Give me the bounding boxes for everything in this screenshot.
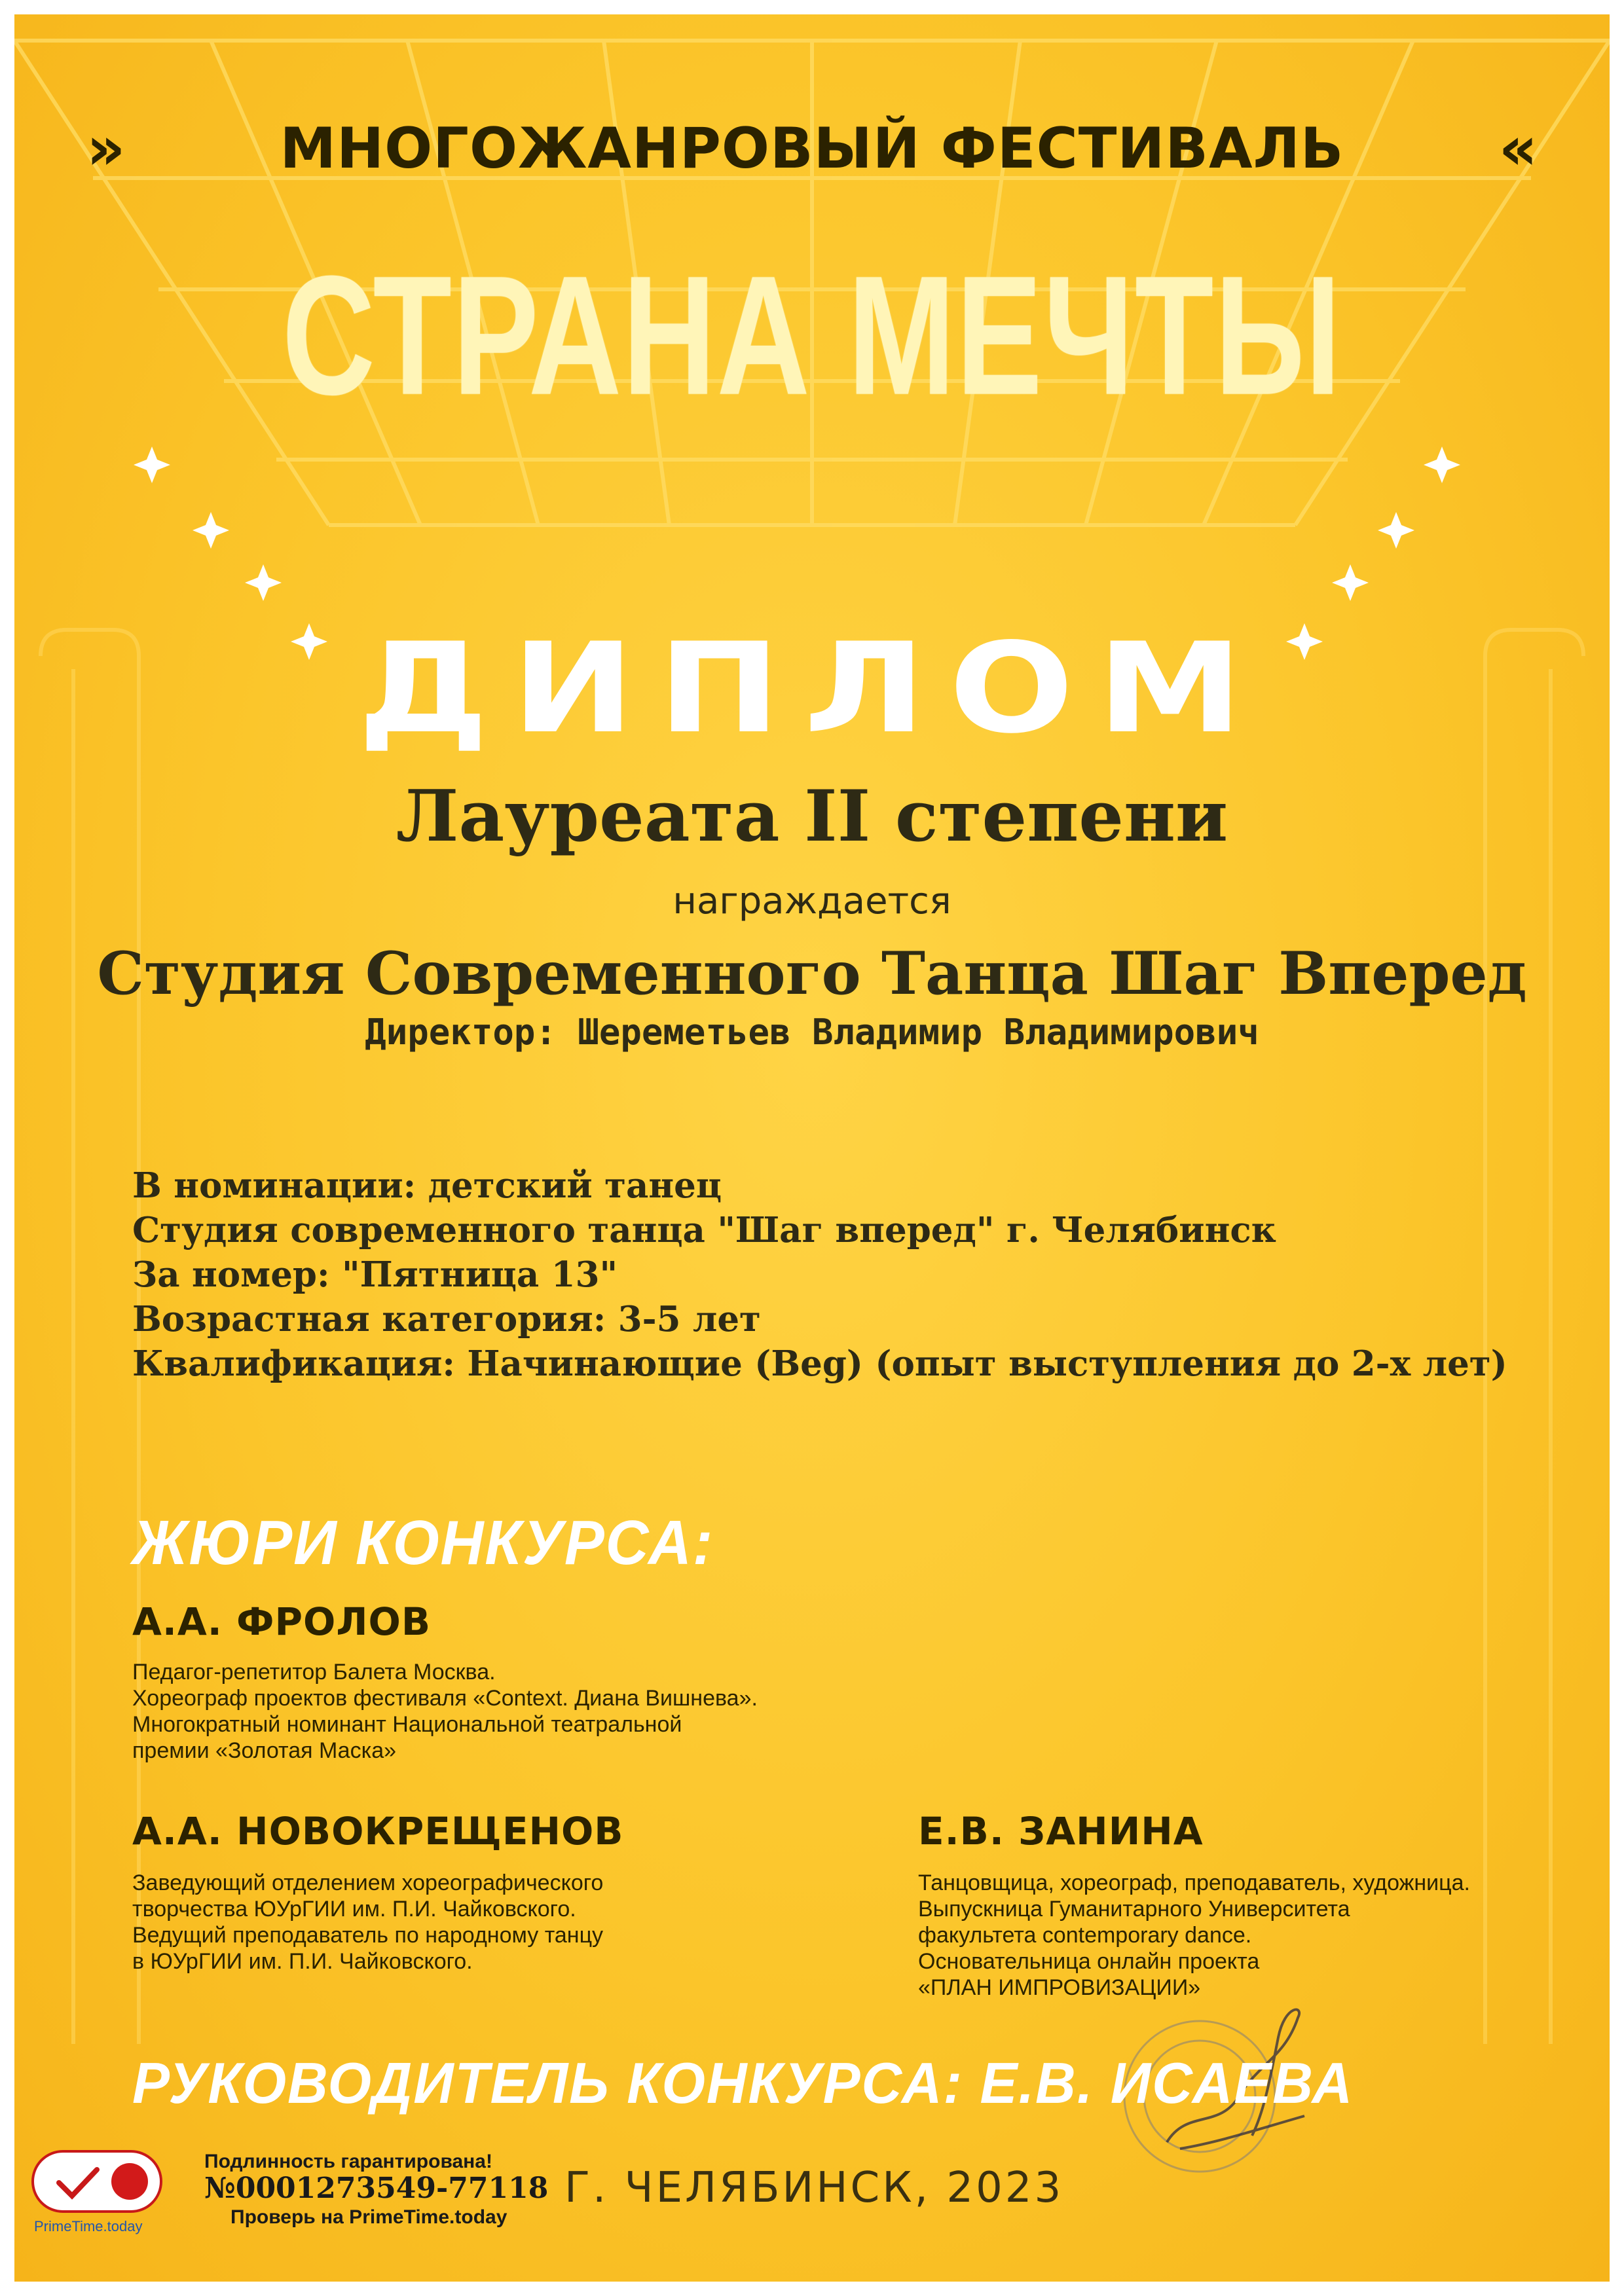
recipient-studio: Студия Современного Танца Шаг Вперед [97,939,1527,1008]
detail-age: Возрастная категория: 3-5 лет [132,1299,761,1339]
detail-qualification: Квалификация: Начинающие (Beg) (опыт выступления до 2-х лет) [132,1343,1507,1384]
festival-name: МНОГОЖАНРОВЫЙ ФЕСТИВАЛЬ [280,116,1344,181]
detail-studio: Студия современного танца "Шаг вперед" г. Челябинск [132,1210,1276,1250]
detail-nomination: В номинации: детский танец [132,1165,722,1206]
jury-desc-line: премии «Золотая Маска» [132,1738,397,1763]
jury-desc-line: Хореограф проектов фестиваля «Context. Диана Вишнева». [132,1686,758,1711]
jury-desc-line: Танцовщица, хореограф, преподаватель, художница. [918,1870,1470,1895]
festival-title: СТРАНА МЕЧТЫ [282,240,1342,430]
diploma-heading: ДИПЛОМ [358,616,1266,761]
jury-desc-line: факультета contemporary dance. [918,1923,1252,1948]
awarded-label: награждается [673,880,951,922]
verification-link[interactable]: Проверь на PrimeTime.today [231,2206,507,2228]
contest-leader: РУКОВОДИТЕЛЬ КОНКУРСА: Е.В. ИСАЕВА [132,2050,1354,2115]
jury-desc-line: Выпускница Гуманитарного Университета [918,1897,1350,1922]
festival-header [14,113,1610,185]
city-year: Г. ЧЕЛЯБИНСК, 2023 [564,2164,1064,2212]
detail-number: За номер: "Пятница 13" [132,1254,618,1295]
primetime-badge [31,2150,162,2213]
jury-member-name: Е.В. ЗАНИНА [918,1809,1204,1853]
certificate-number: №0001273549-77118 [204,2172,549,2205]
left-quote: » [86,113,126,183]
jury-desc-line: Педагог-репетитор Балета Москва. [132,1660,496,1685]
award-details [132,1163,1507,1386]
jury-desc-line: Заведующий отделением хореографического [132,1870,604,1895]
jury-desc-line: творчества ЮУрГИИ им. П.И. Чайковского. [132,1897,576,1922]
jury-member-name: А.А. ФРОЛОВ [132,1599,432,1644]
recipient-director: Директор: Шереметьев Владимир Владимирович [365,1011,1259,1053]
authenticity-title: Подлинность гарантирована! [204,2151,492,2172]
jury-member-desc [132,1659,758,1764]
jury-desc-line: Ведущий преподаватель по народному танцу [132,1923,604,1948]
right-quote: « [1498,113,1538,183]
badge-caption: PrimeTime.today [34,2218,143,2234]
jury-desc-line: Многократный номинант Национальной театральной [132,1712,682,1737]
diploma-sheet [14,14,1610,2282]
laureate-degree: Лауреата II степени [396,775,1228,858]
jury-desc-line: Основательница онлайн проекта [918,1949,1260,1974]
jury-member-desc [132,1870,603,1975]
jury-desc-line: «ПЛАН ИМПРОВИЗАЦИИ» [918,1975,1201,2000]
jury-desc-line: в ЮУрГИИ им. П.И. Чайковского. [132,1949,473,1974]
jury-heading: ЖЮРИ КОНКУРСА: [132,1508,714,1578]
checkmark-icon [34,2153,160,2210]
jury-member-name: А.А. НОВОКРЕЩЕНОВ [132,1809,624,1853]
